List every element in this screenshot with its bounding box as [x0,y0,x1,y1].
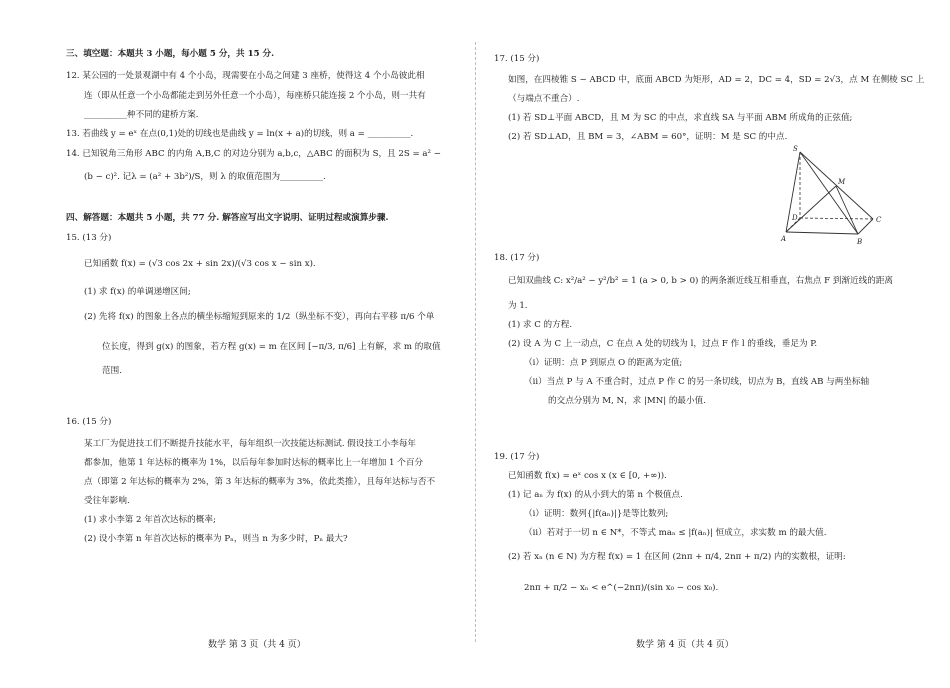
label-M: M [838,178,846,186]
q12-line-2: 连（即从任意一个小岛都能走到另外任意一个小岛），每座桥只能连接 2 个小岛，则一共有 [84,91,426,101]
q15-line-2: (1) 求 f(x) 的单调递增区间; [84,287,191,297]
q16-line-1: 某工厂为促进技工们不断提升技能水平，每年组织一次技能达标测试. 假设技工小李每年 [84,439,417,449]
q15-head: 15. (13 分) [66,233,112,243]
q15-line-5: 范围. [102,366,122,376]
q12-line-3: __________种不同的建桥方案. [84,110,199,120]
edge-AB [786,232,858,234]
q19-head: 19. (17 分) [494,452,540,462]
q18-line-7: 的交点分别为 M, N，求 |MN| 的最小值. [548,396,706,406]
q13: 13. 若曲线 y = eˣ 在点(0,1)处的切线也是曲线 y = ln(x + a)的切线，则 a = __________. [66,129,414,139]
q18-line-4: (2) 设 A 为 C 上一动点，C 在点 A 处的切线为 l，过点 F 作 l 的垂线，垂足为 P. [508,339,818,349]
q19-line-5: (2) 若 xₙ (n ∈ N) 为方程 f(x) = 1 在区间 (2nπ + π/4, 2nπ + π/2) 内的实数根，证明: [508,552,846,562]
section-4-title: 四、解答题：本题共 5 小题，共 77 分. 解答应写出文字说明、证明过程或演算步骤. [66,213,389,223]
q15-line-4: 位长度，得到 g(x) 的图象，若方程 g(x) = m 在区间 [−π/3, π/6] 上有解，求 m 的取值 [102,342,441,352]
q17-line-2: （与端点不重合）. [508,94,580,104]
q12-line-1: 12. 某公园的一处景观湖中有 4 个小岛，现需要在小岛之间建 3 座桥，使得这 4 个小岛彼此相 [66,71,425,81]
q19-line-6: 2nπ + π/2 − xₙ < e^(−2nπ)/(sin x₀ − cos x₀). [524,583,719,593]
edge-BM [836,186,858,234]
q18-line-3: (1) 求 C 的方程. [508,320,573,330]
page-3-footer: 数学 第 3 页（共 4 页） [208,640,306,650]
q14-line-1: 14. 已知锐角三角形 ABC 的内角 A,B,C 的对边分别为 a,b,c，△ABC 的面积为 S，且 2S = a² − [66,149,441,159]
q18-head: 18. (17 分) [494,253,540,263]
q19-line-3: （ⅰ）证明：数列{|f(aₙ)|}是等比数列; [524,509,669,519]
q19-line-4: （ⅱ）若对于一切 n ∈ N*，不等式 maₙ ≤ |f(aₙ)| 恒成立，求实数 m 的最大值. [524,528,827,538]
q14-line-2: (b − c)². 记λ = (a² + 3b²)/S，则 λ 的取值范围为__________. [84,172,326,182]
pyramid-figure [774,140,892,250]
edge-DC [800,218,873,219]
q16-head: 16. (15 分) [66,417,112,427]
section-3-title: 三、填空题：本题共 3 小题，每小题 5 分，共 15 分. [66,49,275,59]
q18-line-5: （ⅰ）证明：点 P 到原点 O 的距离为定值; [524,358,683,368]
page-4-footer: 数学 第 4 页（共 4 页） [636,640,734,650]
q17-line-1: 如图，在四棱锥 S − ABCD 中，底面 ABCD 为矩形，AD = 2，DC = 4，SD = 2√3，点 M 在侧棱 SC 上 [508,75,925,85]
label-B: B [857,238,863,246]
q15-line-1: 已知函数 f(x) = (√3 cos 2x + sin 2x)/(√3 cos x − sin x). [84,259,316,269]
page-4 [476,0,950,688]
q16-line-5: (1) 求小李第 2 年首次达标的概率; [84,515,216,525]
q15-line-3: (2) 先将 f(x) 的图象上各点的横坐标缩短到原来的 1/2（纵坐标不变），再向右平移 π/6 个单 [84,312,435,322]
q19-line-2: (1) 记 aₙ 为 f(x) 的从小到大的第 n 个极值点. [508,490,683,500]
q18-line-2: 为 1. [508,301,528,311]
q18-line-6: （ⅱ）当点 P 与 A 不重合时，过点 P 作 C 的另一条切线，切点为 B，直线 AB 与两坐标轴 [524,377,870,387]
q17-head: 17. (15 分) [494,54,540,64]
label-D: D [792,214,798,222]
q18-line-1: 已知双曲线 C: x²/a² − y²/b² = 1 (a > 0, b > 0) 的两条渐近线互相垂直，右焦点 F 到渐近线的距离 [508,276,894,286]
q17-line-3: (1) 若 SD⊥平面 ABCD，且 M 为 SC 的中点，求直线 SA 与平面 ABM 所成角的正弦值; [508,113,853,123]
q16-line-6: (2) 设小李第 n 年首次达标的概率为 Pₙ，则当 n 为多少时，Pₙ 最大? [84,534,348,544]
label-S: S [793,145,798,153]
q17-line-4: (2) 若 SD⊥AD，且 BM = 3，∠ABM = 60°，证明：M 是 SC 的中点. [508,132,788,142]
q16-line-2: 都参加，他第 1 年达标的概率为 1%，以后每年参加时达标的概率比上一年增加 1 个百分 [84,458,424,468]
edge-AM [786,186,836,232]
q16-line-3: 点（即第 2 年达标的概率为 2%，第 3 年达标的概率为 3%，依此类推），且每年达标与否不 [84,477,436,487]
q16-line-4: 受往年影响. [84,496,130,506]
label-A: A [781,235,787,243]
label-C: C [876,216,882,224]
q19-line-1: 已知函数 f(x) = eˣ cos x (x ∈ [0, +∞)). [508,471,667,481]
edge-BC [858,219,873,234]
